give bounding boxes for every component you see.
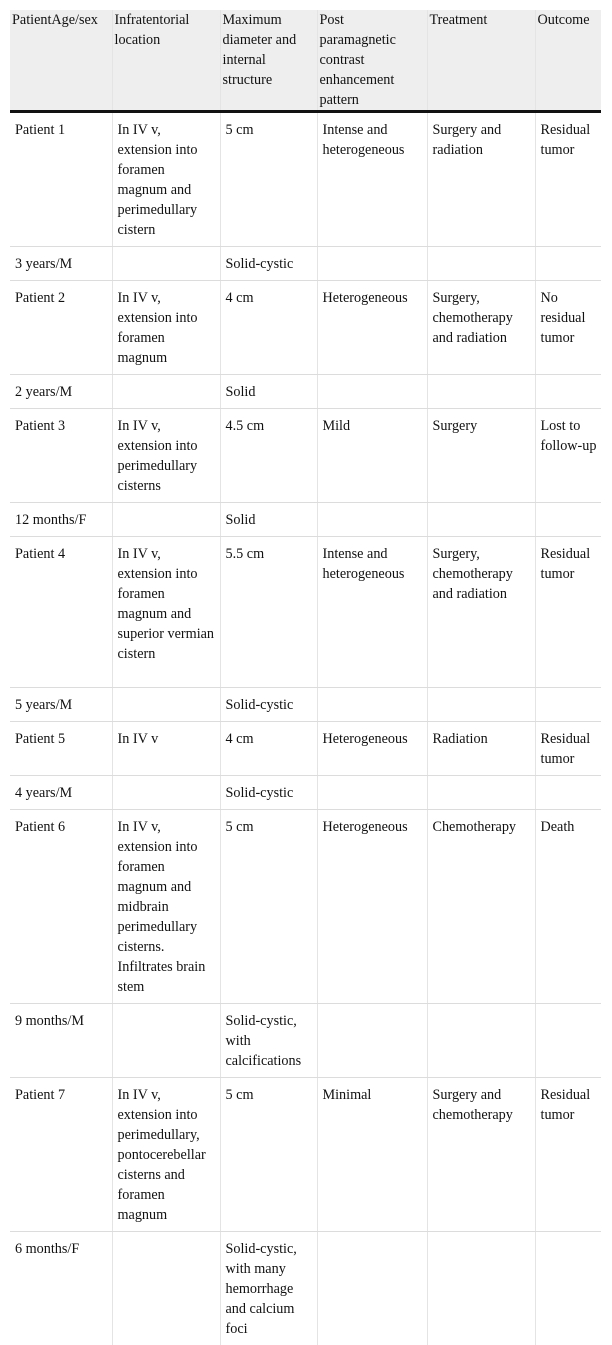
table-cell xyxy=(112,688,220,722)
clinical-data-table-container xyxy=(10,10,601,1345)
header-patient-age-sex: PatientAge/sex xyxy=(10,10,112,112)
table-cell: In IV v, extension into foramen magnum and superior vermian cistern xyxy=(112,537,220,688)
table-cell: Intense and heterogeneous xyxy=(317,537,427,688)
table-cell: Solid xyxy=(220,375,317,409)
table-cell xyxy=(112,1232,220,1345)
table-cell: Solid-cystic xyxy=(220,247,317,281)
table-cell: Patient 2 xyxy=(10,281,112,375)
table-row xyxy=(10,375,601,409)
table-row xyxy=(10,112,601,247)
table-cell: 4 years/M xyxy=(10,776,112,810)
header-maximum-diameter: Maximum diameter and internal structure xyxy=(220,10,317,112)
table-cell xyxy=(535,503,601,537)
table-cell: Solid-cystic, with calcifications xyxy=(220,1004,317,1078)
table-cell: 5 cm xyxy=(220,810,317,1004)
table-cell: Residual tumor xyxy=(535,1078,601,1232)
table-cell xyxy=(317,776,427,810)
table-cell xyxy=(112,1004,220,1078)
table-cell: Patient 7 xyxy=(10,1078,112,1232)
table-row xyxy=(10,722,601,776)
table-cell: Lost to follow-up xyxy=(535,409,601,503)
table-cell xyxy=(112,247,220,281)
table-row xyxy=(10,409,601,503)
table-cell: Solid-cystic xyxy=(220,776,317,810)
table-cell: Surgery, chemotherapy and radiation xyxy=(427,281,535,375)
table-cell xyxy=(427,1004,535,1078)
header-outcome: Outcome xyxy=(535,10,601,112)
table-row xyxy=(10,776,601,810)
table-cell: In IV v, extension into foramen magnum and perimedullary cistern xyxy=(112,112,220,247)
header-contrast-enhancement: Post paramagnetic contrast enhancement pattern xyxy=(317,10,427,112)
table-cell xyxy=(427,776,535,810)
table-cell xyxy=(112,375,220,409)
table-row xyxy=(10,247,601,281)
table-row xyxy=(10,1004,601,1078)
table-cell: Patient 6 xyxy=(10,810,112,1004)
table-cell: Death xyxy=(535,810,601,1004)
table-cell xyxy=(427,503,535,537)
table-cell xyxy=(317,247,427,281)
table-row xyxy=(10,537,601,688)
table-cell: 6 months/F xyxy=(10,1232,112,1345)
table-cell xyxy=(317,1004,427,1078)
table-cell: Heterogeneous xyxy=(317,281,427,375)
table-row xyxy=(10,688,601,722)
table-cell xyxy=(427,688,535,722)
table-cell: Patient 5 xyxy=(10,722,112,776)
header-row xyxy=(10,10,601,112)
table-cell xyxy=(317,503,427,537)
table-cell xyxy=(427,1232,535,1345)
table-cell: Heterogeneous xyxy=(317,722,427,776)
table-cell: No residual tumor xyxy=(535,281,601,375)
table-cell xyxy=(535,688,601,722)
table-cell: 4.5 cm xyxy=(220,409,317,503)
table-cell: Patient 3 xyxy=(10,409,112,503)
table-cell: In IV v, extension into perimedullary, pontocerebellar cisterns and foramen magnum xyxy=(112,1078,220,1232)
clinical-data-table xyxy=(10,10,601,1345)
table-cell: In IV v xyxy=(112,722,220,776)
table-cell: Solid-cystic, with many hemorrhage and calcium foci xyxy=(220,1232,317,1345)
table-cell: In IV v, extension into foramen magnum and midbrain perimedullary cisterns. Infiltrates brain stem xyxy=(112,810,220,1004)
table-cell xyxy=(317,1232,427,1345)
table-cell: Radiation xyxy=(427,722,535,776)
table-cell: Surgery and chemotherapy xyxy=(427,1078,535,1232)
table-cell: 5 cm xyxy=(220,112,317,247)
table-cell: 12 months/F xyxy=(10,503,112,537)
table-cell: 3 years/M xyxy=(10,247,112,281)
table-cell: 4 cm xyxy=(220,722,317,776)
header-infratentorial-location: Infratentorial location xyxy=(112,10,220,112)
table-cell: 2 years/M xyxy=(10,375,112,409)
table-cell: Surgery xyxy=(427,409,535,503)
table-cell: 5.5 cm xyxy=(220,537,317,688)
table-cell: 5 cm xyxy=(220,1078,317,1232)
table-row xyxy=(10,810,601,1004)
table-cell xyxy=(535,1004,601,1078)
table-cell xyxy=(535,375,601,409)
table-cell: Solid xyxy=(220,503,317,537)
table-cell: Heterogeneous xyxy=(317,810,427,1004)
table-cell: In IV v, extension into perimedullary cisterns xyxy=(112,409,220,503)
table-cell: Intense and heterogeneous xyxy=(317,112,427,247)
table-cell: In IV v, extension into foramen magnum xyxy=(112,281,220,375)
table-cell xyxy=(112,776,220,810)
table-cell xyxy=(427,247,535,281)
table-row xyxy=(10,503,601,537)
table-row xyxy=(10,1232,601,1345)
table-cell: Chemotherapy xyxy=(427,810,535,1004)
table-cell xyxy=(535,1232,601,1345)
table-cell xyxy=(317,688,427,722)
table-cell xyxy=(535,247,601,281)
table-row xyxy=(10,1078,601,1232)
table-cell: 5 years/M xyxy=(10,688,112,722)
table-cell xyxy=(427,375,535,409)
table-cell: Patient 4 xyxy=(10,537,112,688)
table-cell: Solid-cystic xyxy=(220,688,317,722)
table-cell: Residual tumor xyxy=(535,112,601,247)
table-cell: Surgery and radiation xyxy=(427,112,535,247)
table-cell xyxy=(535,776,601,810)
table-cell: 9 months/M xyxy=(10,1004,112,1078)
table-cell xyxy=(112,503,220,537)
table-row xyxy=(10,281,601,375)
table-cell: Patient 1 xyxy=(10,112,112,247)
table-cell: 4 cm xyxy=(220,281,317,375)
table-cell: Residual tumor xyxy=(535,722,601,776)
table-cell: Minimal xyxy=(317,1078,427,1232)
table-cell: Surgery, chemotherapy and radiation xyxy=(427,537,535,688)
header-treatment: Treatment xyxy=(427,10,535,112)
table-cell: Mild xyxy=(317,409,427,503)
table-cell: Residual tumor xyxy=(535,537,601,688)
table-cell xyxy=(317,375,427,409)
